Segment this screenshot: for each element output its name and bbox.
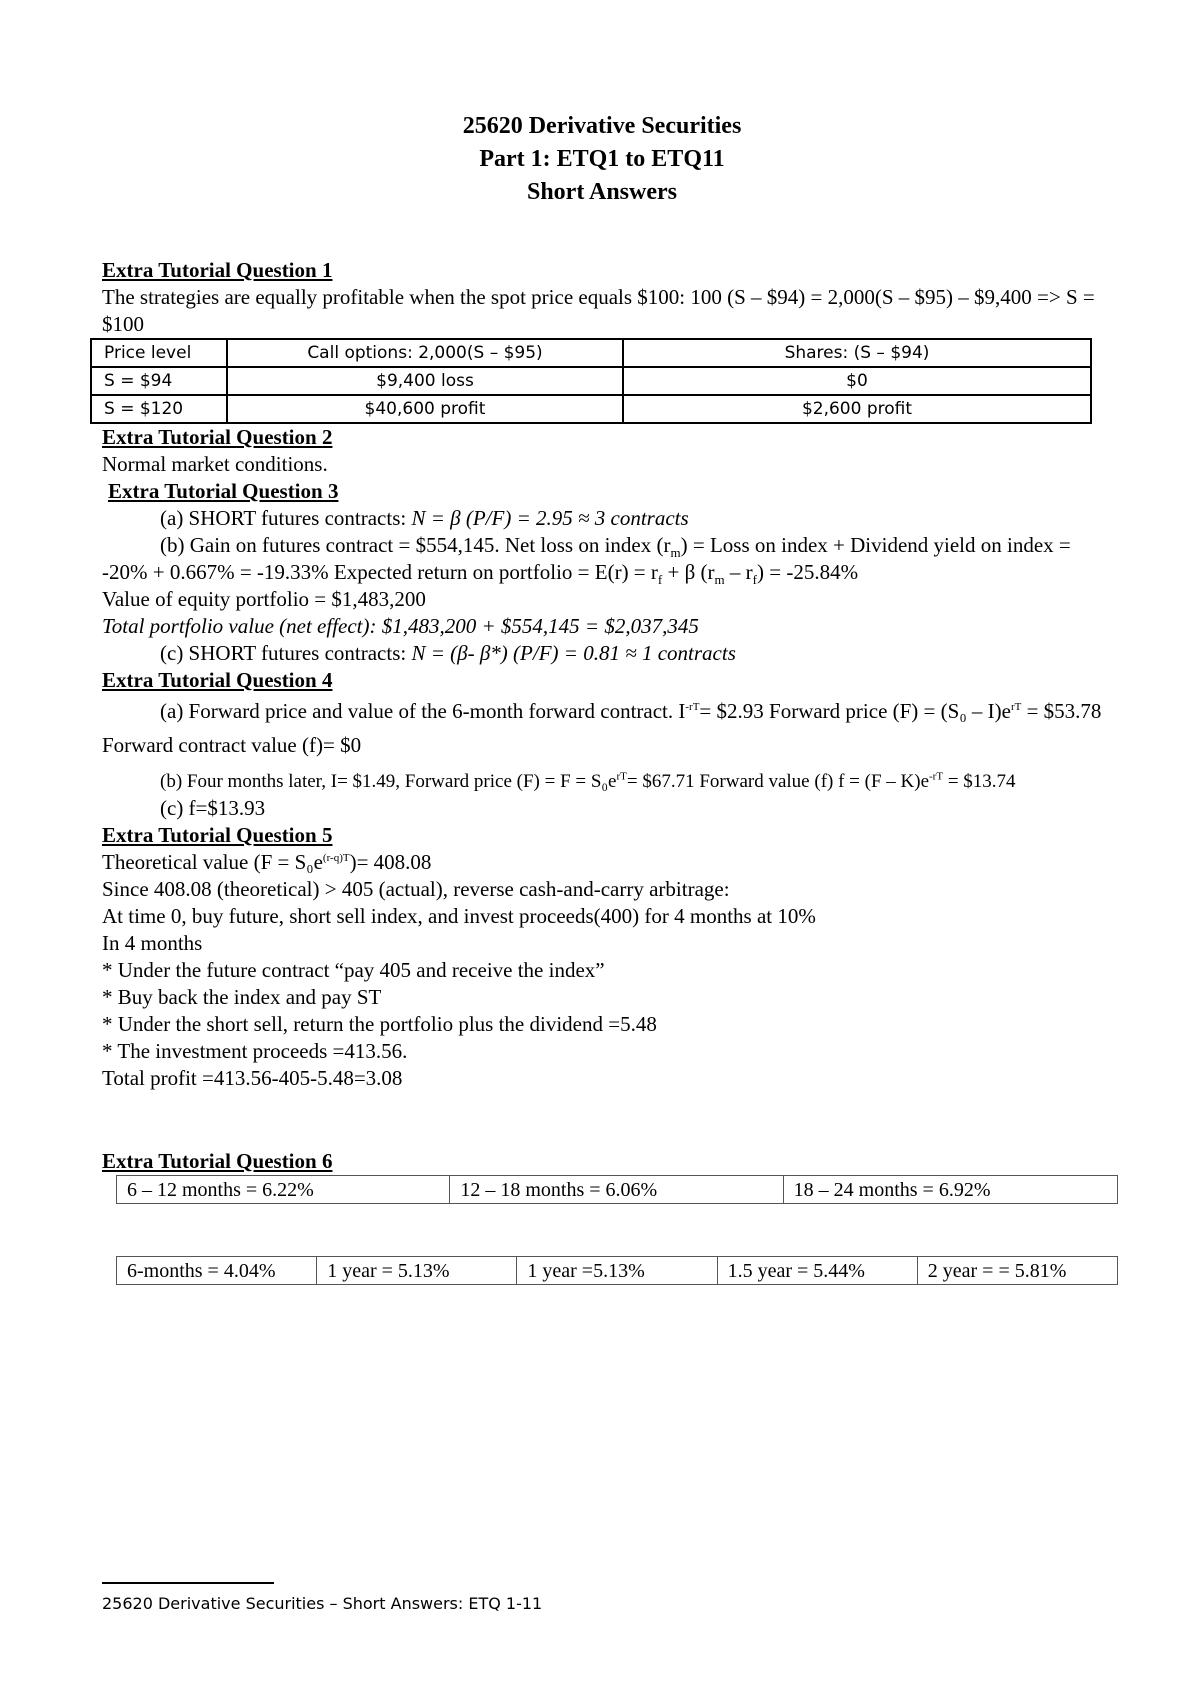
q5-line: * Under the short sell, return the portfolio plus the dividend =5.48 [102,1012,657,1036]
text-run: – r [724,560,753,584]
superscript: -rT [929,770,944,783]
text-run: ) = -25.84% [756,560,859,584]
text-run: = $2.93 Forward price (F) = (S₀ – I)e [699,699,1011,723]
subscript: f [752,572,757,588]
table-row [117,1257,1118,1285]
subtitle: Short Answers [526,179,677,205]
superscript: (r-q)T [322,852,350,864]
q3-c-label: (c) SHORT futures contracts: [160,641,412,665]
title-block [102,110,1102,209]
text-run: = $53.78 Forward contract value (f)= $0 [102,699,1102,757]
q3-part-c [102,640,1102,667]
subscript: f [657,572,663,588]
q3-a-formula: N = β (P/F) = 2.95 ≈ 3 contracts [411,506,689,530]
text-run: (a) Forward price and value of the 6-month forward contract. I [160,699,686,723]
table-cell: 1 year = 5.13% [317,1257,517,1285]
table-cell: 6-months = 4.04% [117,1257,317,1285]
table-cell: $40,600 profit [227,395,623,423]
q5-line: In 4 months [102,931,203,955]
q3-part-b [102,532,1102,586]
text-run: (b) Gain on futures contract = $554,145. Net loss on index (r [160,533,671,557]
text-run: (b) Four months later, I= $1.49, Forward price (F) = F = S₀e [160,771,617,792]
table-cell: $0 [623,367,1091,395]
q5-line: * Buy back the index and pay ST [102,985,382,1009]
q5-line: * Under the future contract “pay 405 and receive the index” [102,958,605,982]
q5-line: At time 0, buy future, short sell index, and invest proceeds(400) for 4 months at 10% [102,904,816,928]
q2-heading: Extra Tutorial Question 2 [102,425,333,449]
q5-line: * The investment proceeds =413.56. [102,1039,408,1063]
superscript: rT [1010,701,1022,713]
footnote-divider [102,1582,274,1584]
q3-heading: Extra Tutorial Question 3 [108,479,339,503]
table-cell: Call options: 2,000(S – $95) [227,339,623,367]
table-cell: 1 year =5.13% [517,1257,717,1285]
q3-a-label: (a) SHORT futures contracts: [160,506,412,530]
text-run: + β (r [662,560,715,584]
table-cell: S = $94 [91,367,227,395]
table-cell: 12 – 18 months = 6.06% [450,1176,783,1204]
q3-total-line: Total portfolio value (net effect): $1,483,200 + $554,145 = $2,037,345 [102,614,699,638]
spacer [102,1204,1102,1256]
table-cell: 18 – 24 months = 6.92% [783,1176,1117,1204]
q3-part-a [102,505,1102,532]
table-row [91,367,1091,395]
table-row [91,395,1091,423]
table-cell: $2,600 profit [623,395,1091,423]
q1-heading: Extra Tutorial Question 1 [102,258,333,282]
q5-line: Total profit =413.56-405-5.48=3.08 [102,1066,403,1090]
q6-heading: Extra Tutorial Question 6 [102,1149,333,1173]
q5-heading: Extra Tutorial Question 5 [102,823,333,847]
text-run: = $67.71 Forward value (f) f = (F – K)e [626,771,930,792]
text-run: Theoretical value (F = S₀e [102,850,323,874]
footer-text: 25620 Derivative Securities – Short Answers: ETQ 1-11 [102,1594,543,1613]
superscript: -rT [685,701,700,713]
table-row [117,1176,1118,1204]
table-cell: 1.5 year = 5.44% [717,1257,917,1285]
table-cell: S = $120 [91,395,227,423]
q4-part-a [102,694,1102,762]
document-page [102,110,1102,1285]
table-row [91,339,1091,367]
q4-heading: Extra Tutorial Question 4 [102,668,333,692]
q1-text: The strategies are equally profitable when the spot price equals $100: 100 (S – $94) = 2,000(S – $95) – $9,400 => S = $100 [102,285,1095,336]
spacer [102,1092,1102,1148]
table-cell: $9,400 loss [227,367,623,395]
text-run: = $13.74 [943,771,1016,792]
q2-text: Normal market conditions. [102,452,328,476]
q3-c-formula: N = (β- β*) (P/F) = 0.81 ≈ 1 contracts [411,641,736,665]
text-run: ) = Loss on index + Dividend yield on index = -20% + 0.667% = -19.33% Expected return on portfolio = E(r) = r [102,533,1071,584]
q4-part-c: (c) f=$13.93 [160,796,266,820]
text-run: )= 408.08 [349,850,432,874]
table-cell: 2 year = = 5.81% [917,1257,1117,1285]
subscript: m [714,572,725,588]
superscript: rT [616,770,627,783]
course-title: 25620 Derivative Securities [462,113,742,139]
table-cell: Shares: (S – $94) [623,339,1091,367]
table-cell: 6 – 12 months = 6.22% [117,1176,450,1204]
q6-spot-rates-table [116,1256,1118,1285]
table-cell: Price level [91,339,227,367]
subscript: m [670,545,681,561]
q5-line-1 [102,849,1102,876]
q4-part-b [102,768,1102,795]
q6-forward-rates-table [116,1175,1118,1204]
part-title: Part 1: ETQ1 to ETQ11 [479,146,725,172]
q5-line: Since 408.08 (theoretical) > 405 (actual), reverse cash-and-carry arbitrage: [102,877,730,901]
q1-table [90,338,1092,424]
q3-value-line: Value of equity portfolio = $1,483,200 [102,587,426,611]
